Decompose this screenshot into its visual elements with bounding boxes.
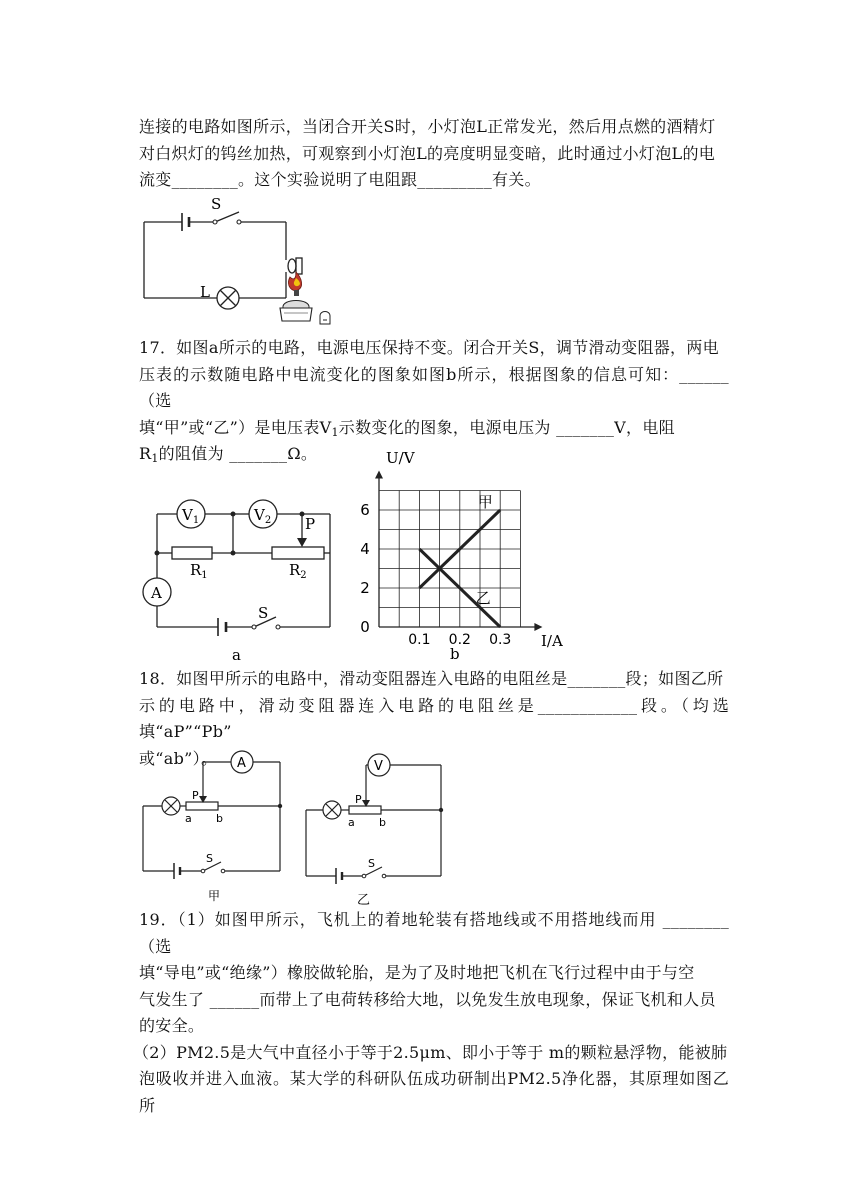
chart-grid [379,491,520,628]
voltmeter-yi-label: V [374,759,383,774]
q16-line2: 对白炽灯的钨丝加热，可观察到小灯泡L的亮度明显变暗，此时通过小灯泡L的电 [139,143,716,163]
series-name-label: 甲 [477,493,493,511]
fig-yi-caption: 乙 [357,893,371,908]
series-line [419,549,500,627]
x-tick-label: 0.1 [408,632,431,648]
q16-circuit-figure [140,195,340,335]
y-axis-arrow-icon [375,471,383,479]
x-tick-label: 0.2 [448,632,471,648]
q18-text [139,666,729,772]
chart-ticks [360,501,511,648]
q17-line4: $R_1$的阻值为 _______Ω。 [139,444,318,465]
jia-p-label: P [192,789,199,802]
q19-text [133,907,729,1119]
q19-line5: （2）PM2.5是大气中直径小于等于2.5μm、即小于等于 m的颗粒悬浮物，能被肺 [133,1042,728,1062]
q19-line4: 的安全。 [139,1016,205,1035]
r2-label: $R_2$ [289,561,307,581]
q19-line2: 填“导电”或“绝缘”）橡胶做轮胎，是为了及时地把飞机在飞行过程中由于与空 [139,963,695,982]
q18-line1: 18．如图甲所示的电路中，滑动变阻器连入电路的电阻丝是_______段；如图乙所 [139,669,724,688]
yi-p-label: P [355,793,362,806]
slider-p-label: P [305,515,316,533]
series-line [419,510,500,588]
q16-line3: 流变________。这个实验说明了电阻跟_________有关。 [139,170,541,189]
x-axis-arrow-icon [534,623,542,631]
q19-line1: 19．（1）如图甲所示，飞机上的着地轮装有搭地线或不用搭地线而用 ________（选 [139,910,729,956]
x-tick-label: 0.3 [489,632,512,648]
alcohol-lamp-icon [280,272,330,324]
q16-line1: 连接的电路如图所示，当闭合开关S时，小灯泡L正常发光，然后用点燃的酒精灯 [139,117,716,136]
y-tick-label: 4 [360,540,370,558]
q17-text [139,335,729,468]
jia-a-label: a [185,812,192,825]
r1-label: $R_1$ [190,561,208,581]
v1-meter-label: $V_1$ [182,506,200,526]
q17-switch-label: S [258,604,269,622]
jia-b-label: b [216,812,223,825]
y-tick-label: 6 [360,501,370,519]
fig-b-caption: b [450,645,460,663]
yi-b-label: b [379,816,386,829]
fig-jia-caption: 甲 [208,889,221,903]
q19-line6: 泡吸收并进入血液。某大学的科研队伍成功研制出PM2.5净化器，其原理如图乙所 [139,1069,729,1115]
q17-line3: 填“甲”或“乙”）是电压表$V_1$示数变化的图象，电源电压为 _______V，电阻 [139,417,675,439]
q16-switch-label: S [211,195,222,213]
q17-line1: 17．如图a所示的电路，电源电压保持不变。闭合开关S，调节滑动变阻器，两电 [139,338,719,357]
x-axis-label: I/A [541,632,563,650]
ammeter-jia-label: A [237,756,246,771]
yi-switch-label: S [368,857,375,870]
q16-text [139,114,729,194]
chart-axes [375,471,542,632]
fig-a-caption: a [232,646,241,664]
q18-line2: 示的电路中，滑动变阻器连入电路的电阻丝是____________段。（均选填“aP”“Pb” [139,695,729,741]
jia-switch-label: S [206,852,213,865]
q17-line2: 压表的示数随电路中电流变化的图象如图b所示，根据图象的信息可知：______（选 [139,364,729,410]
y-tick-label: 2 [360,579,370,597]
q16-lamp-label: L [200,283,210,301]
q19-line3: 气发生了 ______而带上了电荷转移给大地，以免发生放电现象，保证飞机和人员 [139,989,716,1009]
ammeter-label: A [151,584,162,602]
v2-meter-label: $V_2$ [254,506,272,526]
y-axis-label: U/V [386,449,415,467]
y-tick-label: 0 [360,618,370,636]
series-name-label: 乙 [475,589,491,607]
yi-a-label: a [348,816,355,829]
chart-series [419,493,500,627]
q18-line3: 或“ab”）。 [139,748,218,768]
